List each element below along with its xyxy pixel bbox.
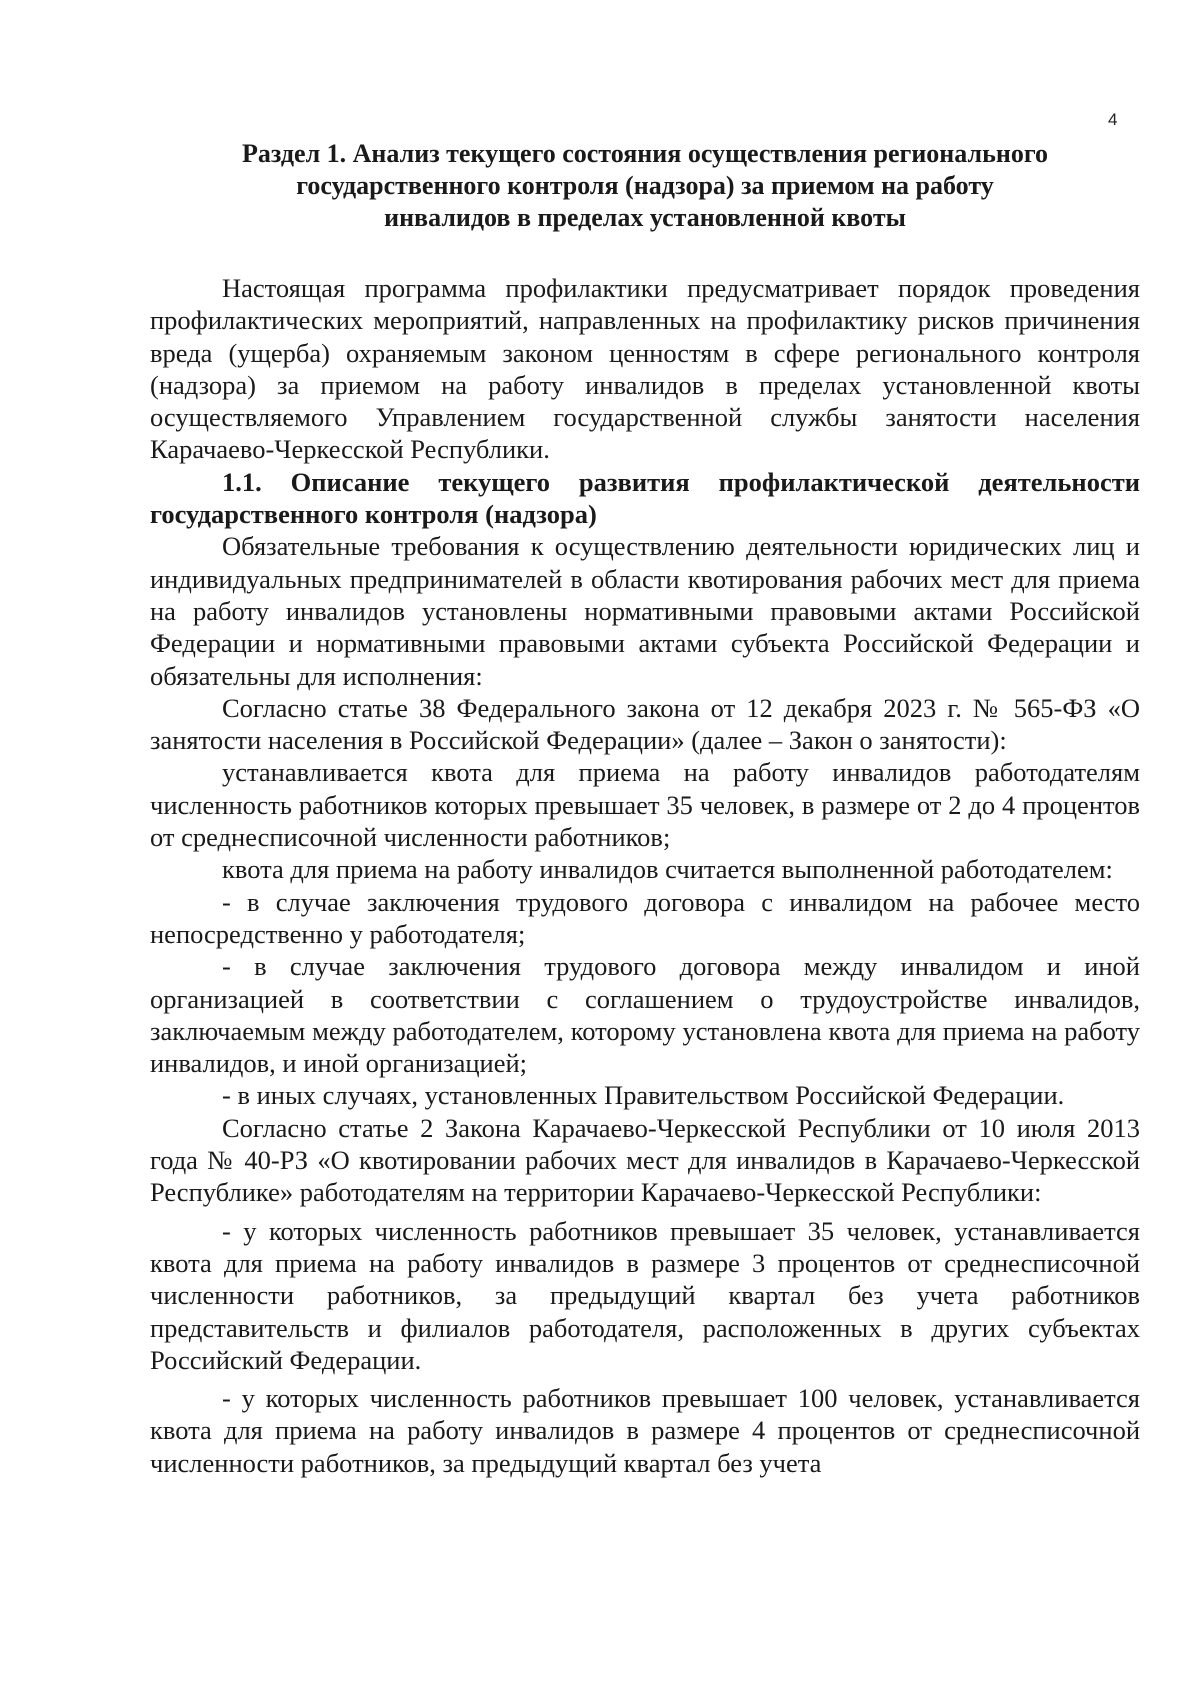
list-item: - у которых численность работников превышает 100 человек, устанавливается квота для приема на работу инвалидов в размере 4 процентов от среднесписочной численности работников, за предыдущий квартал без учета <box>150 1383 1140 1478</box>
section-title-line: инвалидов в пределах установленной квоты <box>384 203 906 232</box>
list-item: - в случае заключения трудового договора с инвалидом на рабочее место непосредственно у работодателя; <box>150 886 1140 949</box>
subsection-heading: 1.1. Описание текущего развития профилактической деятельности государственного контроля (надзора) <box>150 466 1140 530</box>
list-item: - в иных случаях, установленных Правительством Российской Федерации. <box>222 1080 1065 1111</box>
body-paragraph: устанавливается квота для приема на работу инвалидов работодателям численность работников которых превышает 35 человек, в размере от 2 до 4 процентов от среднесписочной численности работников; <box>150 757 1140 853</box>
section-title <box>150 138 1140 234</box>
document-body <box>150 138 1140 1479</box>
intro-paragraph: Настоящая программа профилактики предусматривает порядок проведения профилактических мероприятий, направленных на профилактику рисков причинения вреда (ущерба) охраняемым законом ценностям в сфере регионального контроля (надзора) за приемом на работу инвалидов в пределах установленной квоты осуществляемого Управлением государственной службы занятости населения Карачаево-Черкесской Республики. <box>150 273 1140 465</box>
body-paragraph: Согласно статье 38 Федерального закона от 12 декабря 2023 г. № 565-ФЗ «О занятости населения в Российской Федерации» (далее – Закон о занятости): <box>150 692 1140 756</box>
list-item: - у которых численность работников превышает 35 человек, устанавливается квота для приема на работу инвалидов в размере 3 процентов от среднесписочной численности работников, за предыдущий квартал без учета работников представительств и филиалов работодателя, расположенных в других субъектах Российский Федерации. <box>150 1215 1140 1375</box>
list-item: - в случае заключения трудового договора между инвалидом и иной организацией в соответствии с соглашением о трудоустройстве инвалидов, заключаемым между работодателем, которому установлена квота для приема на работу инвалидов, и иной организацией; <box>150 951 1140 1079</box>
body-paragraph: квота для приема на работу инвалидов считается выполненной работодателем: <box>222 854 1113 885</box>
section-title-line: Раздел 1. Анализ текущего состояния осуществления регионального <box>242 139 1048 168</box>
section-title-line: государственного контроля (надзора) за приемом на работу <box>296 171 994 200</box>
body-paragraph: Согласно статье 2 Закона Карачаево-Черкесской Республики от 10 июля 2013 года № 40-РЗ «О квотировании рабочих мест для инвалидов в Карачаево-Черкесской Республике» работодателям на территории Карачаево-Черкесской Республики: <box>150 1112 1140 1208</box>
page-number: 4 <box>1108 110 1118 129</box>
body-paragraph: Обязательные требования к осуществлению деятельности юридических лиц и индивидуальных предпринимателей в области квотирования рабочих мест для приема на работу инвалидов установлены нормативными правовыми актами Российской Федерации и нормативными правовыми актами субъекта Российской Федерации и обязательны для исполнения: <box>150 531 1140 691</box>
